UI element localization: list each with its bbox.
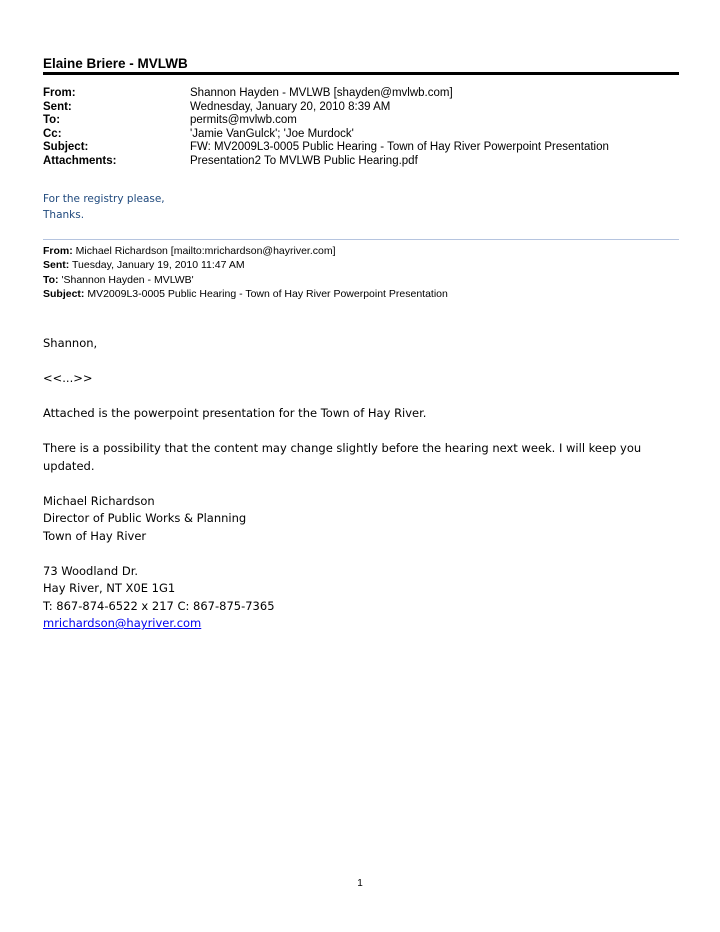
header-to-row [43,114,679,128]
fwd-from-label: From: [43,245,73,257]
fwd-to-label: To: [43,273,59,286]
header-from-row [43,87,679,101]
subject-label: Subject: [43,141,89,154]
email-link[interactable]: mrichardson@hayriver.com [43,616,202,630]
forwarded-header [43,244,679,301]
header-cc-row [43,128,679,142]
sent-label: Sent: [43,100,72,113]
note-line: Thanks. [43,208,85,221]
attachment-placeholder: <<...>> [43,371,93,385]
fwd-subject-row [43,287,679,301]
sent-value: Wednesday, January 20, 2010 8:39 AM [190,100,391,113]
cc-value: 'Jamie VanGulck'; 'Joe Murdock' [190,127,354,140]
email-header [43,87,679,169]
header-divider [43,72,679,75]
header-attachments-row [43,155,679,169]
body-paragraph: There is a possibility that the content may change slightly before the hearing next week. I will keep you updated. [43,441,642,473]
to-value: permits@mvlwb.com [190,114,297,127]
page-number: 1 [357,878,363,889]
fwd-sent-label: Sent: [43,259,70,272]
note-line: For the registry please, [43,193,165,205]
attachment-link[interactable]: Presentation2 To MVLWB Public Hearing.pdf [190,154,418,167]
from-value: Shannon Hayden - MVLWB [shayden@mvlwb.com] [190,87,453,99]
signature-org: Town of Hay River [43,528,147,543]
body-paragraph: Attached is the powerpoint presentation for the Town of Hay River. [43,406,427,420]
from-label: From: [43,87,76,99]
fwd-to-row [43,273,679,287]
fwd-from-value: Michael Richardson [mailto:mrichardson@hayriver.com] [75,245,336,257]
header-sent-row [43,101,679,115]
attachments-label: Attachments: [43,154,117,167]
forward-note [43,192,165,223]
fwd-sent-row [43,258,679,272]
signature-phone: T: 867-874-6522 x 217 C: 867-875-7365 [43,598,275,613]
signature-address: 73 Woodland Dr. [43,563,139,578]
signature-address: Hay River, NT X0E 1G1 [43,581,176,595]
to-label: To: [43,114,61,127]
fwd-subject-label: Subject: [43,287,85,300]
greeting: Shannon, [43,336,98,350]
forwarded-divider [43,239,679,240]
signature-name: Michael Richardson [43,493,155,508]
fwd-from-row [43,244,679,258]
subject-value: FW: MV2009L3-0005 Public Hearing - Town of Hay River Powerpoint Presentation [190,141,609,154]
cc-label: Cc: [43,127,62,140]
header-subject-row [43,141,679,155]
fwd-to-value: 'Shannon Hayden - MVLWB' [61,273,194,286]
fwd-subject-value: MV2009L3-0005 Public Hearing - Town of Hay River Powerpoint Presentation [87,287,448,300]
signature-title: Director of Public Works & Planning [43,511,247,525]
message-body [43,335,679,633]
fwd-sent-value: Tuesday, January 19, 2010 11:47 AM [71,259,245,272]
mailbox-owner: Elaine Briere - MVLWB [43,56,188,71]
